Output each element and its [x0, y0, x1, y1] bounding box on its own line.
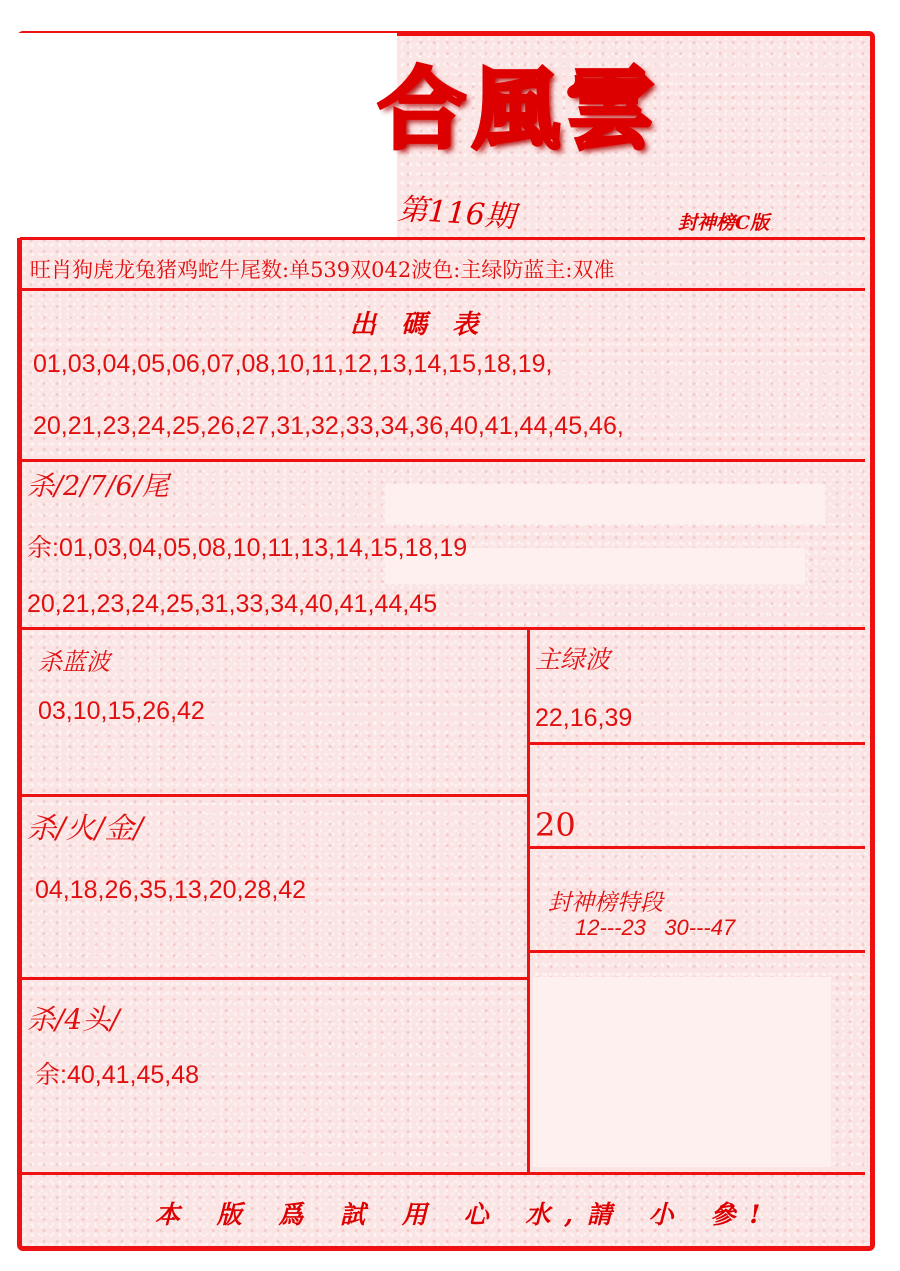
special-segment-heading: 封神榜特段 [548, 890, 663, 916]
single-number: 20 [535, 806, 576, 844]
divider-right-c [528, 950, 865, 953]
divider-left-5 [20, 794, 530, 797]
vertical-divider [527, 629, 530, 1174]
header-blank-box [17, 33, 397, 238]
issue-number: 第116期 [396, 191, 517, 236]
kill-blue-values: 03,10,15,26,42 [38, 697, 205, 725]
kill-tail-row-1: 余:01,03,04,05,08,10,11,13,14,15,18,19 [27, 534, 468, 562]
kill-tail-heading: 杀/2/7/6/尾 [27, 471, 169, 502]
special-segment-values: 12---23 30---47 [575, 915, 736, 940]
divider-3 [20, 459, 865, 462]
main-green-values: 22,16,39 [535, 704, 633, 732]
kill-tail-row-2: 20,21,23,24,25,31,33,34,40,41,44,45 [27, 590, 438, 618]
kill-blue-heading: 杀蓝波 [38, 648, 110, 676]
divider-4 [20, 627, 865, 630]
info-line: 旺肖狗虎龙兔猪鸡蛇牛尾数:单539双042波色:主绿防蓝主:双准 [30, 258, 615, 282]
header-title: 合風雲 [378, 57, 661, 161]
kill-head-heading: 杀/4头/ [27, 1003, 120, 1036]
kill-fire-gold-values: 04,18,26,35,13,20,28,42 [35, 876, 307, 904]
divider-1 [20, 237, 865, 240]
kill-head-values: 余:40,41,45,48 [35, 1061, 200, 1089]
divider-right-a [528, 742, 865, 745]
kill-fire-gold-heading: 杀/火/金/ [27, 811, 144, 845]
main-green-heading: 主绿波 [535, 645, 611, 674]
code-table-row-1: 01,03,04,05,06,07,08,10,11,12,13,14,15,18,19, [33, 350, 553, 378]
divider-7 [20, 1172, 865, 1175]
divider-2 [20, 288, 865, 291]
footer-note: 本 版 爲 試 用 心 水,請 小 參! [155, 1200, 775, 1229]
code-table-heading: 出 碼 表 [350, 310, 487, 340]
divider-left-6 [20, 977, 530, 980]
blank-box-3 [533, 977, 831, 1167]
code-table-row-2: 20,21,23,24,25,26,27,31,32,33,34,36,40,41,44,45,46, [33, 412, 624, 440]
blank-box-1 [385, 484, 825, 524]
edition-label: 封神榜C版 [678, 212, 770, 234]
divider-right-b [528, 846, 865, 849]
